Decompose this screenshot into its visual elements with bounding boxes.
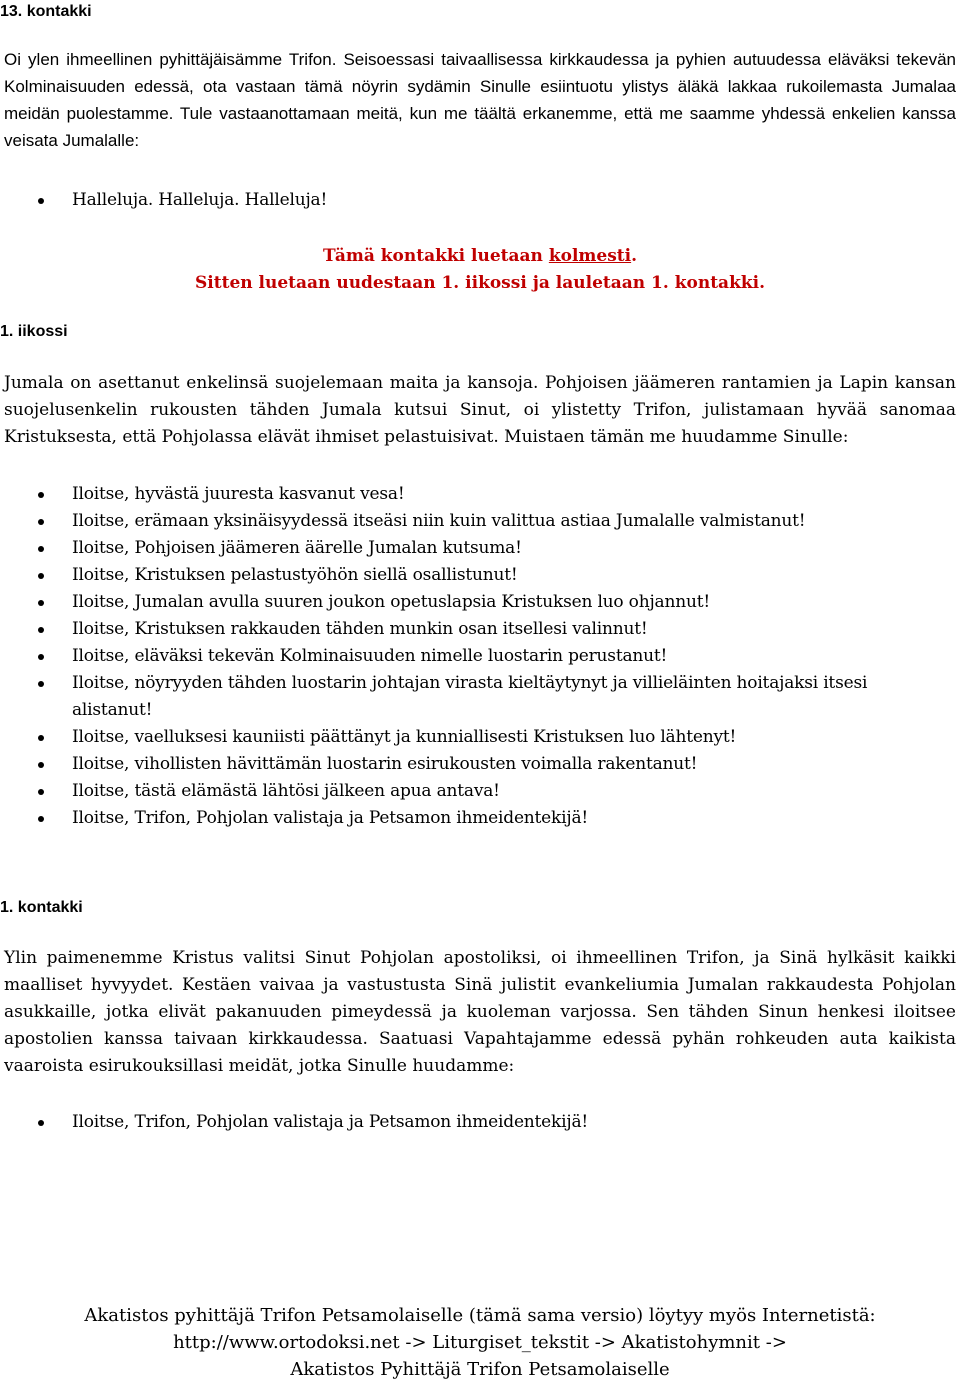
iloitse-item: Iloitse, vaelluksesi kauniisti päättänyt ja kunniallisesti Kristuksen luo lähtenyt! bbox=[0, 724, 900, 751]
iikossi-1-text: Jumala on asettanut enkelinsä suojelemaan maita ja kansoja. Pohjoisen jäämeren rantamien ja Lapin kansan suojelusenkelin rukousten tähden Jumala kutsui Sinut, oi ylistetty Trifon, julistamaan hyvää sanomaa Kristuksesta, että Pohjolassa elävät ihmiset pelastuisivat. Muistaen tämän me huudamme Sinulle: bbox=[4, 373, 956, 447]
rubric-line-2: Sitten luetaan uudestaan 1. iikossi ja lauletaan 1. kontakki. bbox=[195, 273, 765, 293]
iloitse-item: Iloitse, Pohjoisen jäämeren äärelle Jumalan kutsuma! bbox=[0, 535, 900, 562]
iloitse-item: Iloitse, Trifon, Pohjolan valistaja ja Petsamon ihmeidentekijä! bbox=[0, 805, 900, 832]
footer-source-line: Akatistos pyhittäjä Trifon Petsamolaiselle (tämä sama versio) löytyy myös Internetistä: bbox=[84, 1305, 876, 1326]
iloitse-item: Iloitse, vihollisten hävittämän luostarin esirukousten voimalla rakentanut! bbox=[0, 751, 900, 778]
iloitse-item: Iloitse, Jumalan avulla suuren joukon opetuslapsia Kristuksen luo ohjannut! bbox=[0, 589, 900, 616]
iloitse-item: Iloitse, tästä elämästä lähtösi jälkeen apua antava! bbox=[0, 778, 900, 805]
halleluja-list bbox=[0, 187, 900, 214]
iloitse-item: Iloitse, erämaan yksinäisyydessä itseäsi niin kuin valittua astiaa Jumalalle valmistanut! bbox=[0, 508, 900, 535]
iloitse-item: Iloitse, eläväksi tekevän Kolminaisuuden nimelle luostarin perustanut! bbox=[0, 643, 900, 670]
rubric-suffix: . bbox=[631, 246, 638, 266]
iikossi-1-heading: 1. iikossi bbox=[0, 323, 68, 340]
iloitse-item: Iloitse, hyvästä juuresta kasvanut vesa! bbox=[0, 481, 900, 508]
iloitse-item: Iloitse, nöyryyden tähden luostarin johtajan virasta kieltäytynyt ja villieläinten hoitajaksi itsesi alistanut! bbox=[0, 670, 900, 724]
iloitse-item: Iloitse, Kristuksen rakkauden tähden munkin osan itsellesi valinnut! bbox=[0, 616, 900, 643]
iloitse-list bbox=[0, 481, 900, 832]
kontakki-1-heading: 1. kontakki bbox=[0, 899, 83, 916]
kontakki-1-text: Ylin paimenemme Kristus valitsi Sinut Pohjolan apostoliksi, oi ihmeellinen Trifon, ja Sinä hylkäsit kaikki maalliset hyvyydet. Kestäen vaivaa ja vastustusta Sinä julistit evankeliumia Jumalan rakkaudesta Pohjolan asukkaille, jotka elivät pakanuuden pimeydessä ja kuoleman varjossa. Sen tähden Sinun henkesi iloitsee apostolien kanssa taivaan kirkkaudessa. Saatuasi Vapahtajamme edessä pyhän rohkeuden auta kaikista vaaroista esirukouksillasi meidät, jotka Sinulle huudamme: bbox=[4, 948, 956, 1076]
rubric-underlined-word: kolmesti bbox=[548, 246, 632, 266]
rubric-prefix: Tämä kontakki luetaan bbox=[322, 246, 549, 266]
rubric-line-1 bbox=[0, 244, 960, 268]
final-iloitse-item: Iloitse, Trifon, Pohjolan valistaja ja Petsamon ihmeidentekijä! bbox=[0, 1109, 900, 1136]
footer-akatistos-title: Akatistos Pyhittäjä Trifon Petsamolaiselle bbox=[290, 1359, 670, 1380]
final-iloitse-list bbox=[0, 1109, 900, 1136]
halleluja-item: Halleluja. Halleluja. Halleluja! bbox=[0, 187, 900, 214]
kontakki-13-text: Oi ylen ihmeellinen pyhittäjäisämme Trifon. Seisoessasi taivaallisessa kirkkaudessa ja pyhien autuudessa eläväksi tekevän Kolminaisuuden edessä, ota vastaan tämä nöyrin sydämin Sinulle esiintuotu ylistys äläkä lakkaa rukoilemasta Jumalaa meidän puolestamme. Tule vastaanottamaan meitä, kun me täältä erkanemme, että me saamme yhdessä enkelien kanssa veisata Jumalalle: bbox=[4, 50, 956, 150]
iloitse-item: Iloitse, Kristuksen pelastustyöhön siellä osallistunut! bbox=[0, 562, 900, 589]
kontakki-13-heading: 13. kontakki bbox=[0, 3, 92, 20]
footer-url-path[interactable]: http://www.ortodoksi.net -> Liturgiset_tekstit -> Akatistohymnit -> bbox=[173, 1332, 787, 1353]
